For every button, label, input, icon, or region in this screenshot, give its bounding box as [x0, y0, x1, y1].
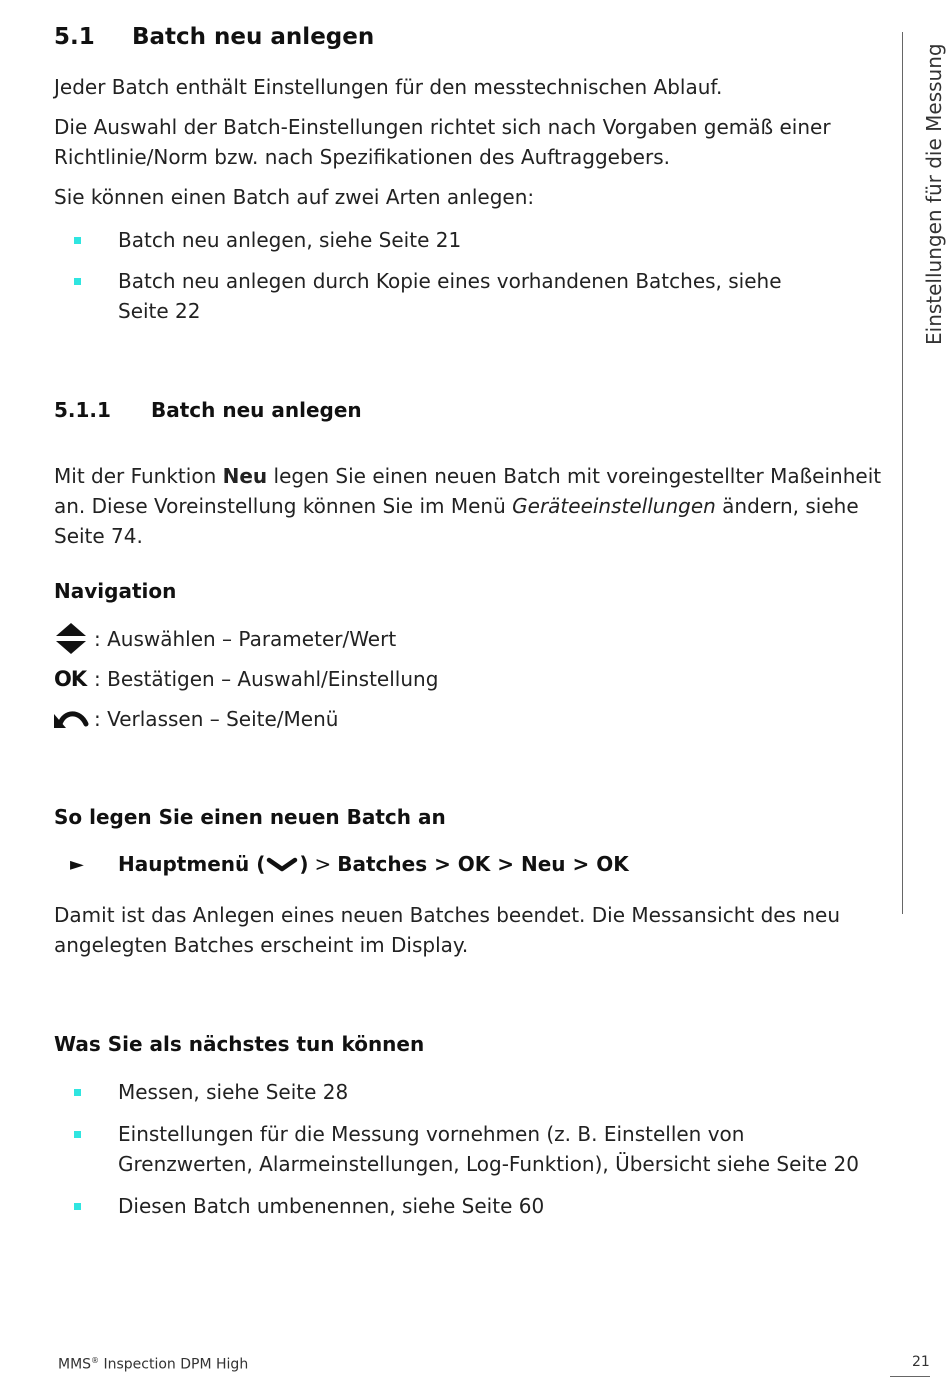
- bullet-square-icon: [74, 278, 81, 285]
- menu-reference: Geräteeinstellungen: [512, 494, 716, 518]
- result-paragraph: Damit ist das Anlegen eines neuen Batches beendet. Die Messansicht des neu angelegten Batches erscheint im Display.: [54, 903, 841, 957]
- list-item: [54, 1119, 884, 1179]
- intro-paragraph-1: Jeder Batch enthält Einstellungen für den messtechnischen Ablauf.: [54, 75, 723, 99]
- intro-paragraph-2: Die Auswahl der Batch-Einstellungen richtet sich nach Vorgaben gemäß einer Richtlinie/Norm bzw. nach Spezifikationen des Auftraggebers.: [54, 115, 831, 169]
- page-number: 21: [912, 1354, 930, 1370]
- footer-product-name: MMS: [58, 1356, 92, 1373]
- nav-item-text: : Bestätigen – Auswahl/Einstellung: [94, 667, 439, 691]
- subsection-number: 5.1.1: [54, 398, 111, 422]
- list-item: [54, 266, 834, 326]
- subsection-title: Batch neu anlegen: [151, 398, 362, 422]
- function-text-before: Mit der Funktion: [54, 464, 223, 488]
- bullet-square-icon: [74, 1089, 81, 1096]
- chevron-down-icon: [266, 854, 298, 874]
- path-separator: >: [314, 852, 332, 876]
- bullet-square-icon: [74, 1131, 81, 1138]
- nav-item-back: [54, 702, 338, 736]
- function-paragraph: [54, 461, 886, 551]
- chapter-side-label: Einstellungen für die Messung: [922, 43, 946, 345]
- section-heading: [54, 24, 374, 50]
- howto-heading: So legen Sie einen neuen Batch an: [54, 805, 446, 829]
- footer-product: [58, 1356, 248, 1373]
- up-down-arrows-icon: [54, 622, 94, 656]
- navigation-heading: Navigation: [54, 579, 177, 603]
- back-arrow-icon: [54, 702, 94, 736]
- list-item: [54, 225, 884, 255]
- ok-icon: OK: [54, 667, 87, 691]
- subsection-heading: [54, 398, 362, 422]
- list-item: [54, 1191, 884, 1221]
- next-heading: Was Sie als nächstes tun können: [54, 1032, 425, 1056]
- side-divider: [902, 32, 903, 914]
- bullet-square-icon: [74, 237, 81, 244]
- menu-path-step: [54, 849, 629, 879]
- list-item-text: Batch neu anlegen, siehe Seite 21: [118, 228, 462, 252]
- function-keyword: Neu: [222, 464, 268, 488]
- registered-mark: ®: [91, 1356, 100, 1365]
- main-menu-close: ): [299, 852, 309, 876]
- nav-item-select: [54, 622, 396, 656]
- nav-item-text: : Auswählen – Parameter/Wert: [94, 627, 397, 651]
- nav-item-text: : Verlassen – Seite/Menü: [94, 707, 339, 731]
- section-title: Batch neu anlegen: [132, 24, 375, 50]
- list-item-text: Messen, siehe Seite 28: [118, 1080, 349, 1104]
- nav-item-confirm: [54, 662, 438, 696]
- menu-path: Batches > OK > Neu > OK: [337, 852, 629, 876]
- main-menu-label: Hauptmenü (: [118, 852, 266, 876]
- section-number: 5.1: [54, 24, 95, 50]
- function-text-middle: legen Sie einen neuen Batch mit voreingestellter Maßeinheit an. Diese Voreinstellung können Sie im Menü: [54, 464, 882, 518]
- list-item-text: Batch neu anlegen durch Kopie eines vorhandenen Batches, siehe Seite 22: [118, 269, 782, 323]
- list-item: [54, 1077, 884, 1107]
- footer-rule: [890, 1376, 930, 1377]
- list-item-text: Einstellungen für die Messung vornehmen (z. B. Einstellen von Grenzwerten, Alarmeinstellungen, Log-Funktion), Übersicht siehe Seite 20: [118, 1122, 859, 1176]
- intro-paragraph-3: Sie können einen Batch auf zwei Arten anlegen:: [54, 185, 535, 209]
- step-marker-icon: ►: [70, 853, 84, 875]
- footer-product-rest: Inspection DPM High: [99, 1356, 249, 1373]
- list-item-text: Diesen Batch umbenennen, siehe Seite 60: [118, 1194, 545, 1218]
- bullet-square-icon: [74, 1203, 81, 1210]
- function-text-after: ändern, siehe Seite 74.: [54, 494, 859, 548]
